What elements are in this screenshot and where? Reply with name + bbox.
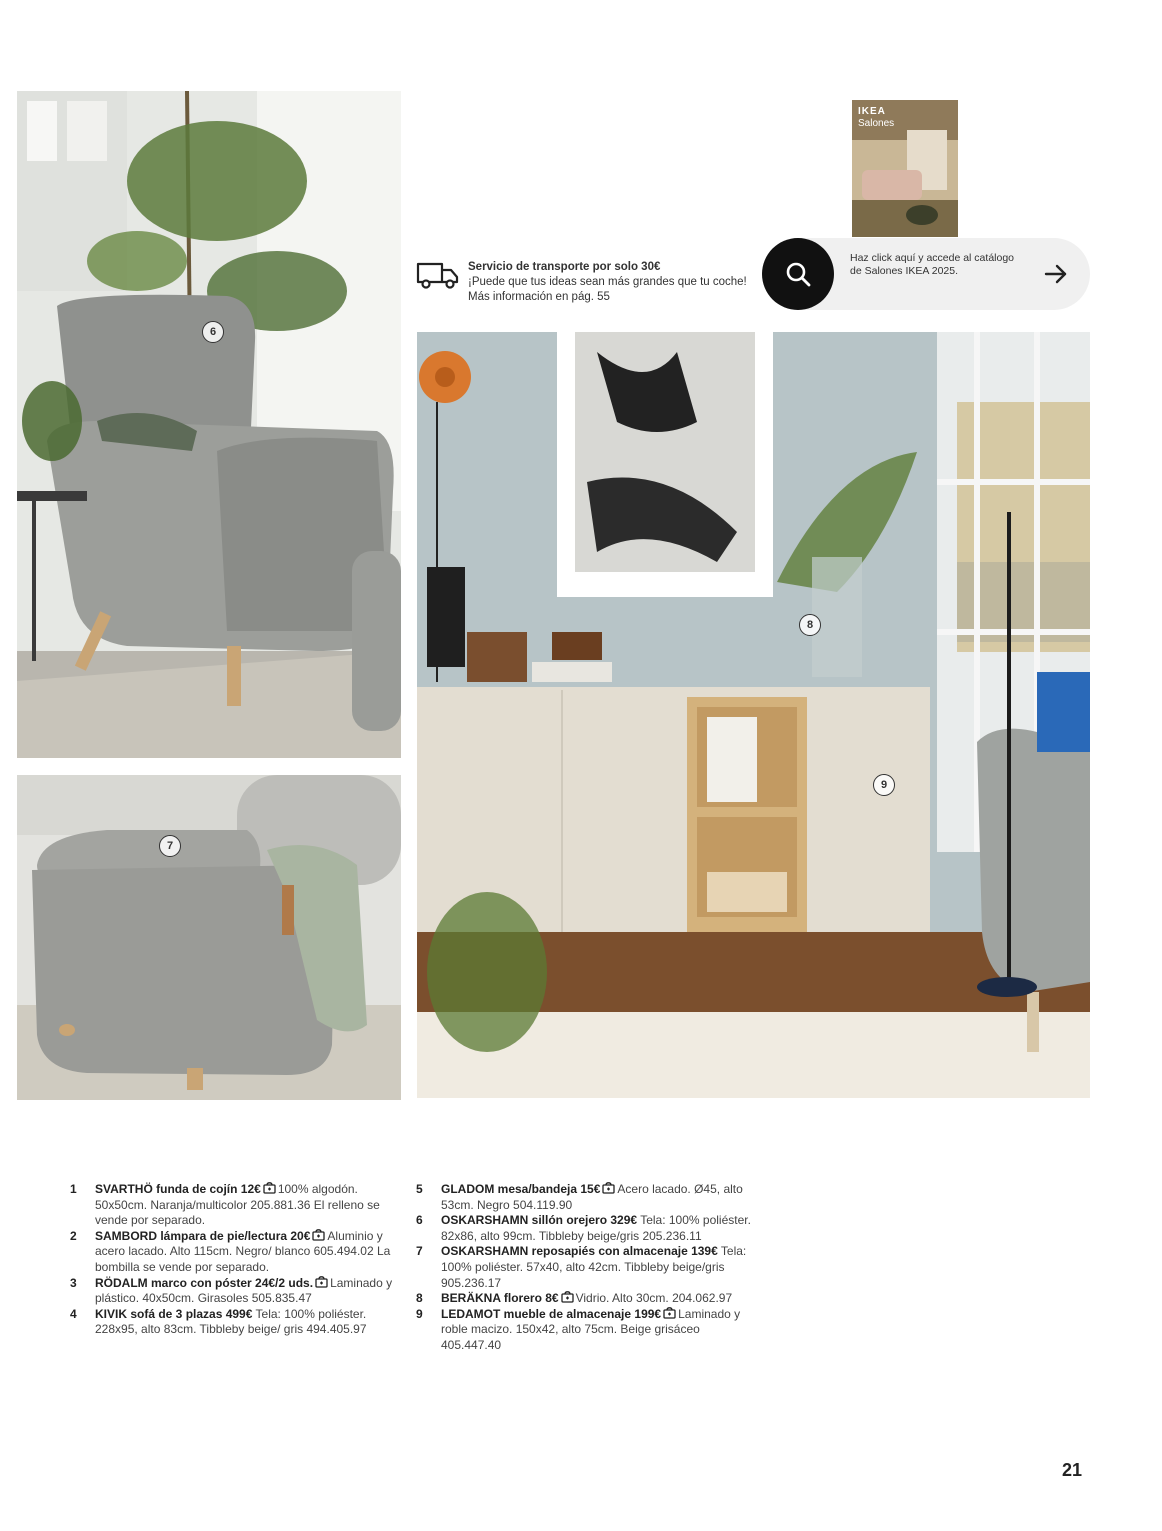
product-number: 3 [70, 1275, 77, 1290]
product-number: 1 [70, 1182, 77, 1196]
product-description: 100% algodón. 50x50cm. Naranja/multicolor 205.881.36 El relleno se vende por separado. [95, 1182, 380, 1228]
product-description: Vidrio. Alto 30cm. 204.062.97 [575, 1291, 733, 1306]
photo-ottoman [17, 775, 401, 1100]
ottoman-illustration [17, 775, 401, 1100]
shopping-bag-icon[interactable] [263, 1182, 276, 1194]
product-number: 7 [416, 1244, 423, 1259]
product-name: SVARTHÖ funda de cojín 12€ [95, 1182, 261, 1196]
product-description: Tela: 100% poliéster. 228x95, alto 83cm. Tibbleby beige/ gris 494.405.97 [95, 1306, 367, 1337]
product-number: 2 [70, 1228, 77, 1243]
product-item [416, 1182, 754, 1213]
catalog-title: Salones [858, 118, 895, 129]
product-name: LEDAMOT mueble de almacenaje 199€ [441, 1306, 662, 1321]
product-name: RÖDALM marco con póster 24€/2 uds. [95, 1275, 314, 1290]
catalog-link-button[interactable] [762, 238, 1090, 310]
product-name: OSKARSHAMN reposapiés con almacenaje 139€ [441, 1244, 718, 1259]
shopping-bag-icon[interactable] [663, 1307, 676, 1319]
product-description: Aluminio y acero lacado. Alto 115cm. Negro/ blanco 605.494.02 La bombilla se vende por separado. [95, 1228, 391, 1274]
product-marker-8[interactable]: 8 [799, 614, 821, 636]
product-item [70, 1229, 402, 1276]
photo-armchair [17, 91, 401, 758]
product-item [416, 1213, 754, 1244]
product-name: GLADOM mesa/bandeja 15€ [441, 1182, 601, 1196]
product-description: Laminado y roble macizo. 150x42, alto 75cm. Beige grisáceo 405.447.40 [441, 1306, 741, 1352]
product-number: 9 [416, 1306, 423, 1321]
product-item [416, 1244, 754, 1291]
product-number: 8 [416, 1291, 423, 1306]
product-number: 5 [416, 1182, 423, 1196]
product-name: BERÄKNA florero 8€ [441, 1291, 559, 1306]
product-name: OSKARSHAMN sillón orejero 329€ [441, 1213, 638, 1228]
product-number: 6 [416, 1213, 423, 1228]
living-room-illustration [417, 332, 1090, 1098]
product-description: Tela: 100% poliéster. 82x86, alto 99cm. Tibbleby beige/gris 205.236.11 [441, 1213, 751, 1243]
product-description: Tela: 100% poliéster. 57x40, alto 42cm. Tibbleby beige/gris 905.236.17 [441, 1244, 747, 1290]
shopping-bag-icon[interactable] [561, 1291, 574, 1303]
search-icon[interactable] [762, 238, 834, 310]
catalog-link-text: Haz click aquí y accede al catálogo de Salones IKEA 2025. [850, 252, 1015, 277]
product-name: SAMBORD lámpara de pie/lectura 20€ [95, 1228, 311, 1243]
page-number: 21 [1062, 1460, 1083, 1480]
product-item [416, 1307, 754, 1354]
product-marker-7[interactable]: 7 [159, 835, 181, 857]
product-item [70, 1307, 402, 1338]
arrow-right-icon[interactable] [1042, 260, 1070, 288]
shopping-bag-icon[interactable] [315, 1276, 328, 1288]
product-name: KIVIK sofá de 3 plazas 499€ [95, 1306, 253, 1321]
delivery-info [468, 260, 758, 305]
product-marker-9[interactable]: 9 [873, 774, 895, 796]
catalog-brand: IKEA [858, 106, 886, 117]
catalog-cover-thumbnail[interactable] [852, 100, 958, 237]
delivery-description: ¡Puede que tus ideas sean más grandes que tu coche! Más información en pág. 55 [468, 276, 747, 303]
armchair-illustration [17, 91, 401, 758]
product-list-left [70, 1182, 402, 1338]
product-item [70, 1182, 402, 1229]
photo-living-room [417, 332, 1090, 1098]
product-description: Laminado y plástico. 40x50cm. Girasoles 505.835.47 [95, 1275, 393, 1306]
delivery-title: Servicio de transporte por solo 30€ [468, 261, 661, 273]
shopping-bag-icon[interactable] [602, 1182, 615, 1194]
product-description: Acero lacado. Ø45, alto 53cm. Negro 504.119.90 [441, 1182, 743, 1212]
product-marker-6[interactable]: 6 [202, 321, 224, 343]
shopping-bag-icon[interactable] [312, 1229, 325, 1241]
product-item [416, 1291, 754, 1307]
product-number: 4 [70, 1306, 77, 1321]
product-list-right [416, 1182, 754, 1354]
product-item [70, 1276, 402, 1307]
delivery-truck-icon [416, 260, 460, 290]
